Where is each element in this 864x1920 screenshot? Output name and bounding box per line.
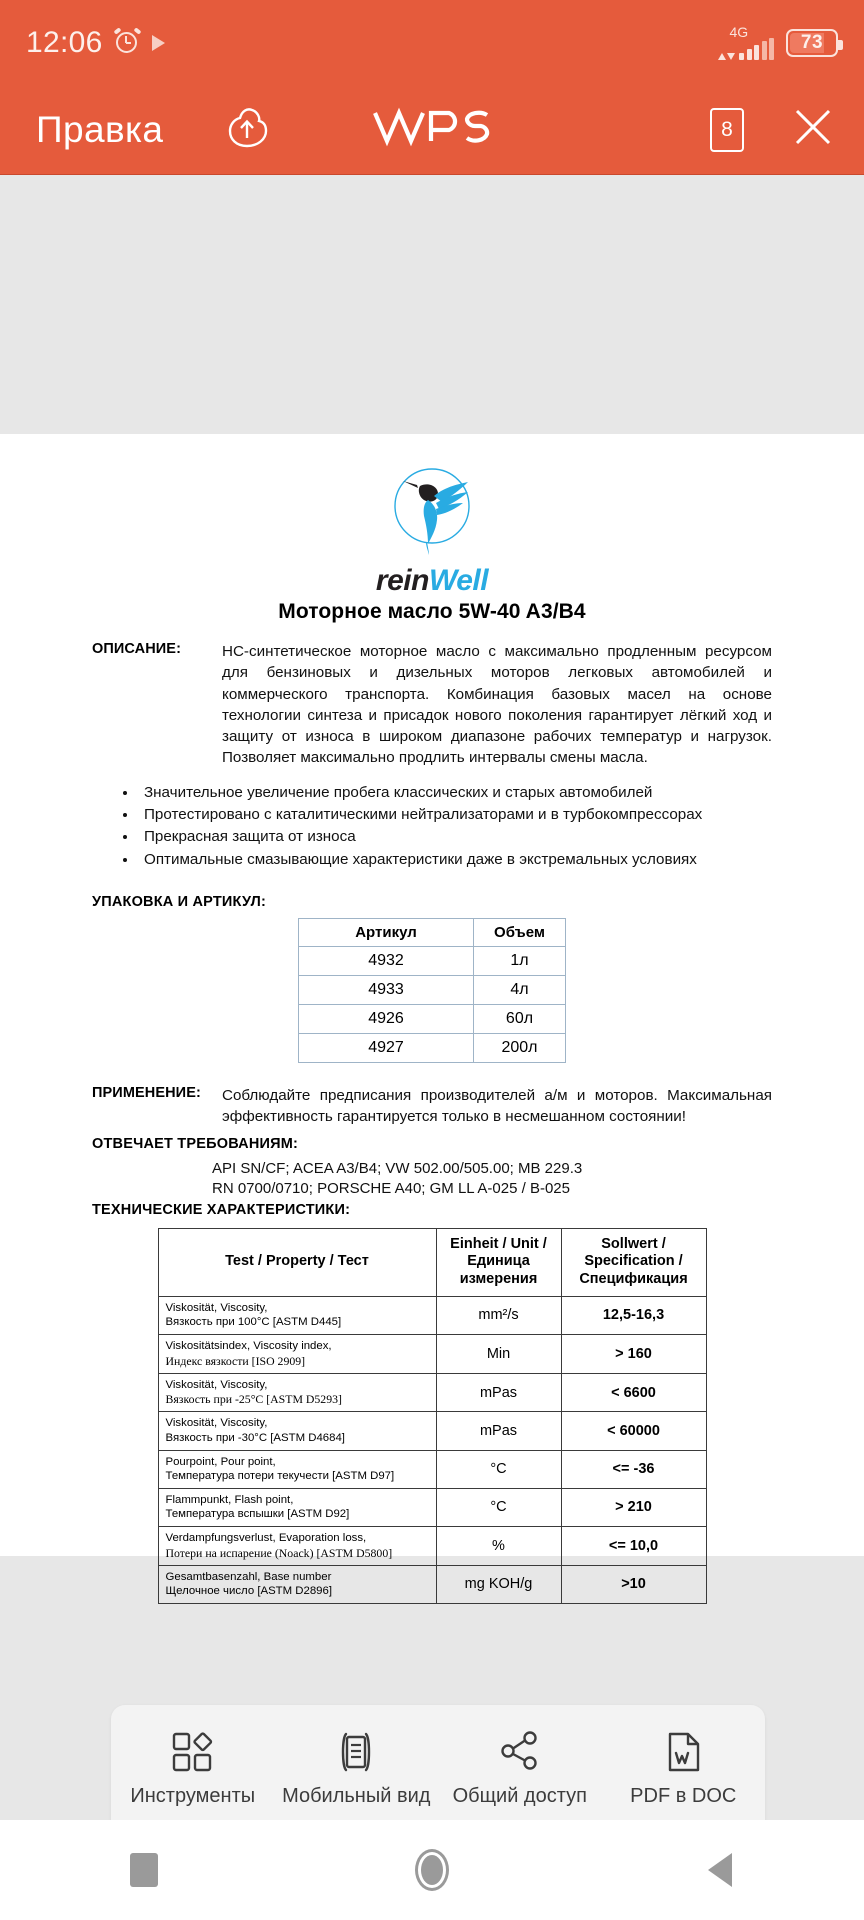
cell-volume: 1л [474, 946, 566, 975]
hummingbird-logo-icon [376, 456, 488, 568]
column-header-unit: Einheit / Unit / Единица измерения [436, 1228, 561, 1296]
cell-property [158, 1373, 436, 1412]
property-line-2: Вязкость при -30°C [ASTM D4684] [165, 1431, 345, 1444]
cell-spec: > 210 [561, 1488, 706, 1526]
application-section [92, 1085, 772, 1128]
table-row [158, 1296, 706, 1334]
column-header-spec: Sollwert / Specification / Спецификация [561, 1228, 706, 1296]
battery-icon [786, 29, 838, 57]
share-button[interactable] [438, 1727, 601, 1808]
cell-volume: 60л [474, 1004, 566, 1033]
property-line-2: Индекс вязкости [ISO 2909] [165, 1353, 306, 1368]
requirements-line: RN 0700/0710; PORSCHE A40; GM LL A-025 / B-025 [212, 1180, 570, 1198]
document-viewport[interactable] [0, 175, 864, 1820]
application-label: ПРИМЕНЕНИЕ: [92, 1084, 201, 1101]
network-type-label: 4G [729, 23, 749, 40]
cell-article: 4932 [299, 946, 474, 975]
cell-spec: 12,5-16,3 [561, 1296, 706, 1334]
status-bar [0, 0, 864, 85]
cell-spec: <= -36 [561, 1450, 706, 1488]
description-section [92, 641, 772, 769]
pdf-to-doc-button[interactable] [602, 1727, 765, 1808]
share-label: Общий доступ [452, 1785, 587, 1807]
features-list [138, 782, 772, 870]
cell-property [158, 1526, 436, 1565]
packaging-table [298, 918, 566, 1063]
recents-button[interactable] [84, 1840, 204, 1900]
system-nav-bar [0, 1820, 864, 1920]
tech-specs-table [158, 1228, 707, 1604]
company-logo [92, 434, 772, 598]
logo-text-well: Well [428, 564, 489, 597]
status-bar-right [718, 23, 839, 60]
triangle-left-icon [708, 1853, 732, 1887]
wps-logo [371, 103, 493, 156]
back-button[interactable] [660, 1840, 780, 1900]
table-row [158, 1488, 706, 1526]
tools-label: Инструменты [130, 1785, 256, 1807]
cell-spec: >10 [561, 1565, 706, 1603]
cell-unit: °C [436, 1488, 561, 1526]
list-item: • Оптимальные смазывающие характеристики даже в экстремальных условиях [138, 849, 772, 870]
column-header-volume: Объем [474, 918, 566, 946]
cell-unit: Min [436, 1335, 561, 1374]
requirements-line: API SN/CF; ACEA A3/B4; VW 502.00/505.00; MB 229.3 [212, 1159, 583, 1177]
cell-spec: <= 10,0 [561, 1526, 706, 1565]
page-count-label: 8 [721, 117, 733, 141]
property-line-1: Flammpunkt, Flash point, [165, 1493, 294, 1506]
pdf-to-doc-icon [660, 1727, 706, 1777]
toolbar-right-group [710, 106, 834, 153]
close-icon[interactable] [792, 106, 834, 153]
description-text: HC-синтетическое моторное масло с максимально продленным ресурсом для бензиновых и дизельных моторов легковых автомобилей и коммерческого транспорта. Комбинация базовых масел на основе технологии синтеза и присадок нового поколения гарантирует лёгкий ход и защиту от износа в широком диапазоне рабочих температур и нагрузок. Позволяет максимально продлить интервалы смены масла. [222, 643, 772, 767]
cell-article: 4926 [299, 1004, 474, 1033]
tools-icon [170, 1727, 216, 1777]
property-line-2: Температура вспышки [ASTM D92] [165, 1508, 350, 1521]
document-page [0, 434, 864, 1598]
table-row [158, 1373, 706, 1412]
cell-volume: 200л [474, 1033, 566, 1062]
list-item: • Прекрасная защита от износа [138, 826, 772, 847]
property-line-1: Viskosität, Viscosity, [165, 1301, 268, 1314]
cell-unit: mPas [436, 1373, 561, 1412]
logo-text-rein: rein [375, 564, 429, 597]
pdf-to-doc-label: PDF в DOC [630, 1785, 737, 1807]
cell-property [158, 1296, 436, 1334]
page-title: Моторное масло 5W-40 A3/B4 [278, 600, 586, 623]
list-item: • Протестировано с каталитическими нейтрализаторами и в турбокомпрессорах [138, 804, 772, 825]
tools-button[interactable] [111, 1727, 274, 1808]
cell-unit: % [436, 1526, 561, 1565]
property-line-1: Viskosität, Viscosity, [165, 1378, 268, 1391]
cell-unit: mm²/s [436, 1296, 561, 1334]
description-label: ОПИСАНИЕ: [92, 641, 181, 657]
property-line-2: Температура потери текучести [ASTM D97] [165, 1470, 395, 1483]
app-toolbar [0, 85, 864, 175]
property-line-2: Вязкость при -25°C [ASTM D5293] [165, 1392, 342, 1407]
cell-spec: < 6600 [561, 1373, 706, 1412]
requirements-heading: ОТВЕЧАЕТ ТРЕБОВАНИЯМ: [92, 1135, 299, 1152]
cell-property [158, 1450, 436, 1488]
cell-spec: > 160 [561, 1335, 706, 1374]
packaging-heading: УПАКОВКА И АРТИКУЛ: [92, 893, 267, 910]
property-line-1: Pourpoint, Pour point, [165, 1455, 276, 1468]
cell-unit: mg KOH/g [436, 1565, 561, 1603]
cell-article: 4933 [299, 975, 474, 1004]
table-row [158, 1335, 706, 1374]
cell-unit: mPas [436, 1412, 561, 1450]
upload-icon[interactable] [225, 105, 269, 154]
table-header-row [158, 1228, 706, 1296]
cell-unit: °C [436, 1450, 561, 1488]
table-row [158, 1450, 706, 1488]
property-line-2: Потери на испарение (Noack) [ASTM D5800] [165, 1545, 393, 1560]
share-icon [497, 1727, 543, 1777]
property-line-1: Viskositätsindex, Viscosity index, [165, 1340, 332, 1352]
cell-property [158, 1565, 436, 1603]
table-row [158, 1526, 706, 1565]
property-line-1: Verdampfungsverlust, Evaporation loss, [165, 1531, 367, 1544]
table-row [299, 975, 566, 1004]
table-row [158, 1412, 706, 1450]
cell-property [158, 1412, 436, 1450]
table-row [299, 946, 566, 975]
signal-icon [718, 23, 775, 60]
page-count-icon[interactable] [710, 108, 744, 152]
status-clock: 12:06 [26, 25, 103, 59]
mobile-view-icon [333, 1727, 379, 1777]
column-header-article: Артикул [299, 918, 474, 946]
property-line-2: Щелочное число [ASTM D2896] [165, 1585, 333, 1598]
requirements-list [92, 1159, 772, 1200]
play-icon [152, 35, 165, 51]
application-text: Соблюдайте предписания производителей а/м и моторов. Максимальная эффективность гарантируется только в несмешанном состоянии! [222, 1086, 772, 1126]
cell-property [158, 1335, 436, 1374]
table-row [299, 1004, 566, 1033]
mobile-view-label: Мобильный вид [282, 1785, 431, 1807]
property-line-1: Viskosität, Viscosity, [165, 1417, 268, 1430]
cell-spec: < 60000 [561, 1412, 706, 1450]
property-line-2: Вязкость при 100°C [ASTM D445] [165, 1316, 342, 1329]
column-header-test: Test / Property / Тест [158, 1228, 436, 1296]
cell-property [158, 1488, 436, 1526]
status-bar-left [26, 26, 165, 60]
cell-article: 4927 [299, 1033, 474, 1062]
square-icon [130, 1853, 158, 1887]
list-item: • Значительное увеличение пробега классических и старых автомобилей [138, 782, 772, 803]
edit-button[interactable]: Правка [36, 108, 164, 150]
circle-icon [415, 1849, 449, 1891]
table-header-row [299, 918, 566, 946]
table-row [299, 1033, 566, 1062]
home-button[interactable] [372, 1840, 492, 1900]
mobile-view-button[interactable] [275, 1727, 438, 1808]
property-line-1: Gesamtbasenzahl, Base number [165, 1570, 332, 1583]
alarm-icon [114, 29, 141, 56]
cell-volume: 4л [474, 975, 566, 1004]
bottom-action-bar [111, 1705, 765, 1835]
battery-level-label: 73 [800, 31, 824, 53]
tech-heading: ТЕХНИЧЕСКИЕ ХАРАКТЕРИСТИКИ: [92, 1201, 351, 1218]
table-row [158, 1565, 706, 1603]
